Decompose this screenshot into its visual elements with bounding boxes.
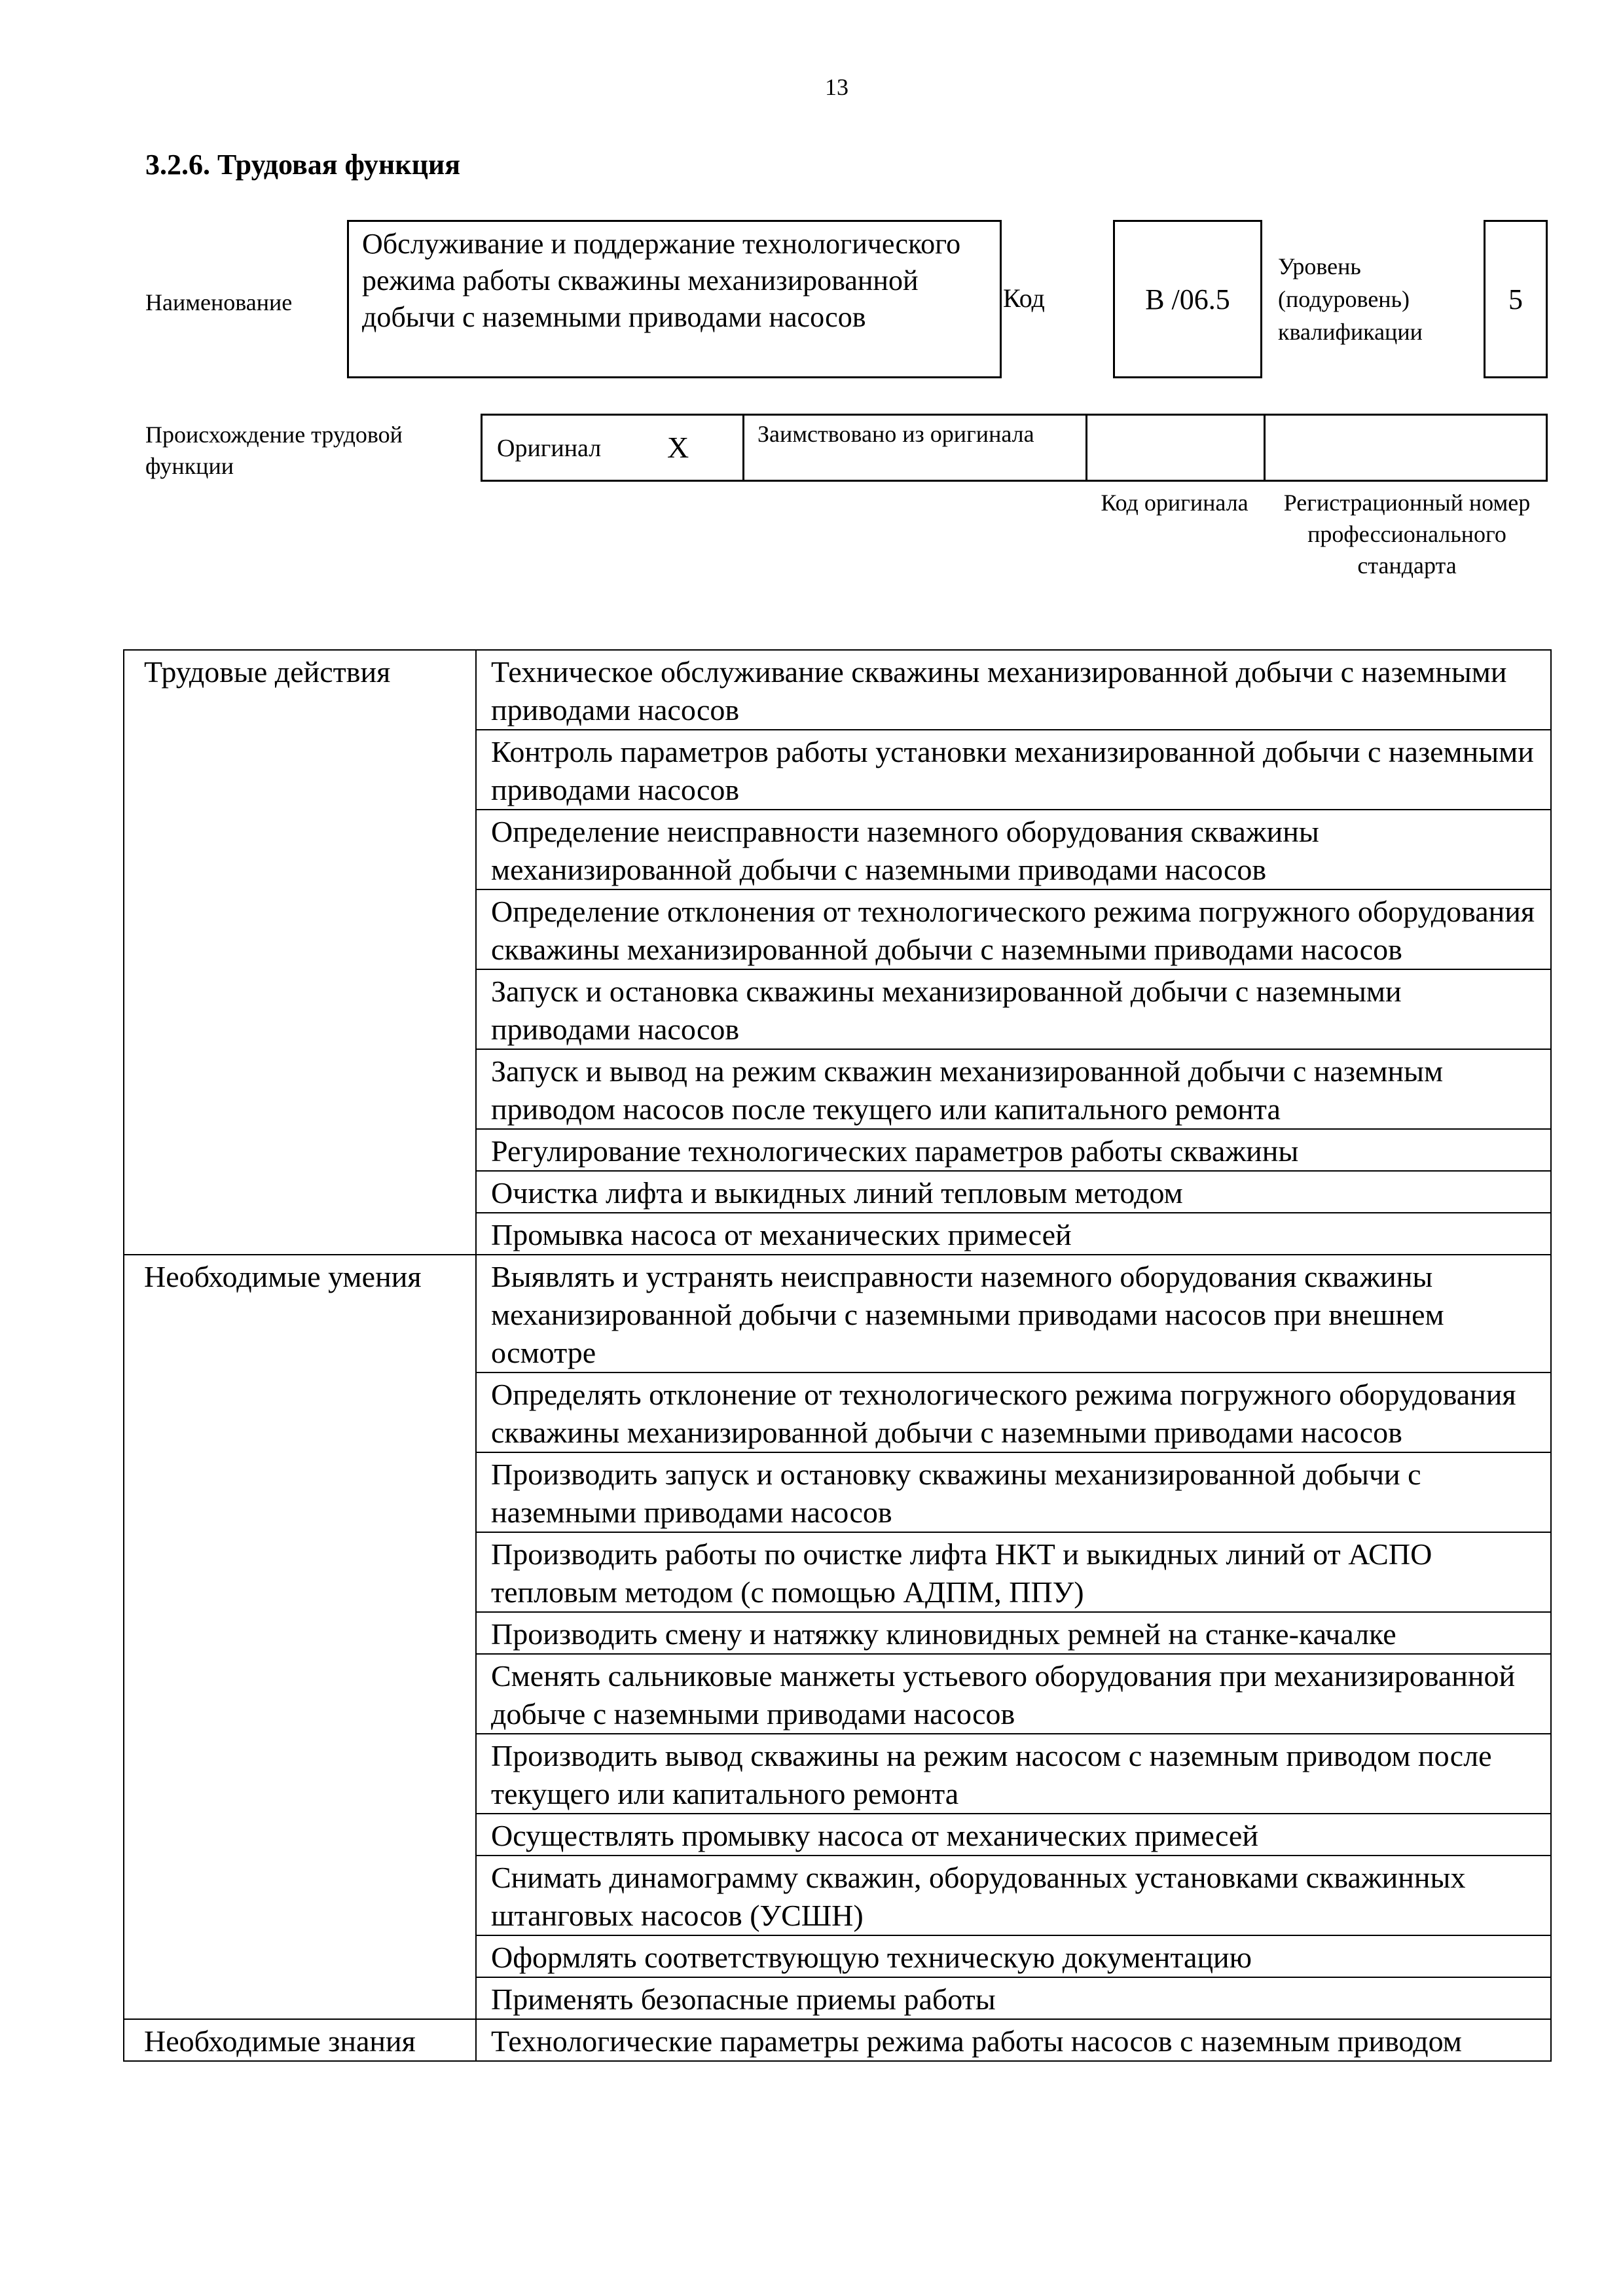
group-item: Определение неисправности наземного оборудования скважины механизированной добычи с наземными приводами насосов [476,810,1551,889]
table-row [124,1255,1551,1372]
level-value: 5 [1484,220,1548,378]
group-item: Промывка насоса от механических примесей [476,1213,1551,1255]
group-item: Очистка лифта и выкидных линий тепловым методом [476,1171,1551,1213]
original-mark: X [667,431,689,464]
level-label-line-3: квалификации [1278,319,1423,345]
group-label: Необходимые умения [124,1255,476,2019]
group-item: Определять отклонение от технологического режима погружного оборудования скважины механизированной добычи с наземными приводами насосов [476,1372,1551,1452]
origin-original-cell [483,416,744,480]
borrowed-label: Заимствовано из оригинала [757,421,1034,447]
group-item: Техническое обслуживание скважины механизированной добычи с наземными приводами насосов [476,650,1551,730]
original-label: Оригинал [497,435,602,462]
group-item: Применять безопасные приемы работы [476,1977,1551,2019]
name-value: Обслуживание и поддержание технологического режима работы скважины механизированной добычи с наземными приводами насосов [347,220,1002,378]
group-label: Трудовые действия [124,650,476,1255]
group-item: Запуск и вывод на режим скважин механизированной добычи с наземным приводом насосов после текущего или капитального ремонта [476,1049,1551,1129]
origin-code-cell [1087,416,1266,480]
origin-reg-cell [1266,416,1546,480]
group-item: Определение отклонения от технологического режима погружного оборудования скважины механизированной добычи с наземными приводами насосов [476,889,1551,969]
group-item: Производить запуск и остановку скважины механизированной добычи с наземными приводами насосов [476,1452,1551,1532]
group-item: Снимать динамограмму скважин, оборудованных установками скважинных штанговых насосов (УСШН) [476,1856,1551,1935]
group-item: Технологические параметры режима работы насосов с наземным приводом [476,2019,1551,2061]
reg-number-caption: Регистрационный номер профессионального стандарта [1283,490,1531,579]
code-original-caption: Код оригинала [1101,490,1249,516]
level-label-line-1: Уровень [1278,253,1361,279]
group-item: Осуществлять промывку насоса от механических примесей [476,1814,1551,1856]
origin-label: Происхождение трудовой функции [145,422,403,479]
group-item: Запуск и остановка скважины механизированной добычи с наземными приводами насосов [476,969,1551,1049]
origin-borrowed-cell [744,416,1087,480]
code-value: В /06.5 [1113,220,1262,378]
code-label: Код [1003,283,1045,313]
section-title: 3.2.6. Трудовая функция [145,149,461,181]
group-item: Производить смену и натяжку клиновидных ремней на станке-качалке [476,1612,1551,1654]
origin-row [481,414,1548,482]
group-item: Производить работы по очистке лифта НКТ и выкидных линий от АСПО тепловым методом (с помощью АДПМ, ППУ) [476,1532,1551,1612]
table-row [124,2019,1551,2061]
group-item: Контроль параметров работы установки механизированной добычи с наземными приводами насосов [476,730,1551,810]
table-row [124,650,1551,730]
group-item: Сменять сальниковые манжеты устьевого оборудования при механизированной добыче с наземными приводами насосов [476,1654,1551,1734]
page-number: 13 [825,74,848,100]
group-item: Производить вывод скважины на режим насосом с наземным приводом после текущего или капитального ремонта [476,1734,1551,1814]
labor-function-table [123,649,1552,2062]
level-label [1278,250,1423,348]
level-label-line-2: (подуровень) [1278,286,1410,312]
group-item: Регулирование технологических параметров работы скважины [476,1129,1551,1171]
group-item: Выявлять и устранять неисправности наземного оборудования скважины механизированной добычи с наземными приводами насосов при внешнем осмотре [476,1255,1551,1372]
group-label: Необходимые знания [124,2019,476,2061]
group-item: Оформлять соответствующую техническую документацию [476,1935,1551,1977]
name-label: Наименование [145,289,293,315]
